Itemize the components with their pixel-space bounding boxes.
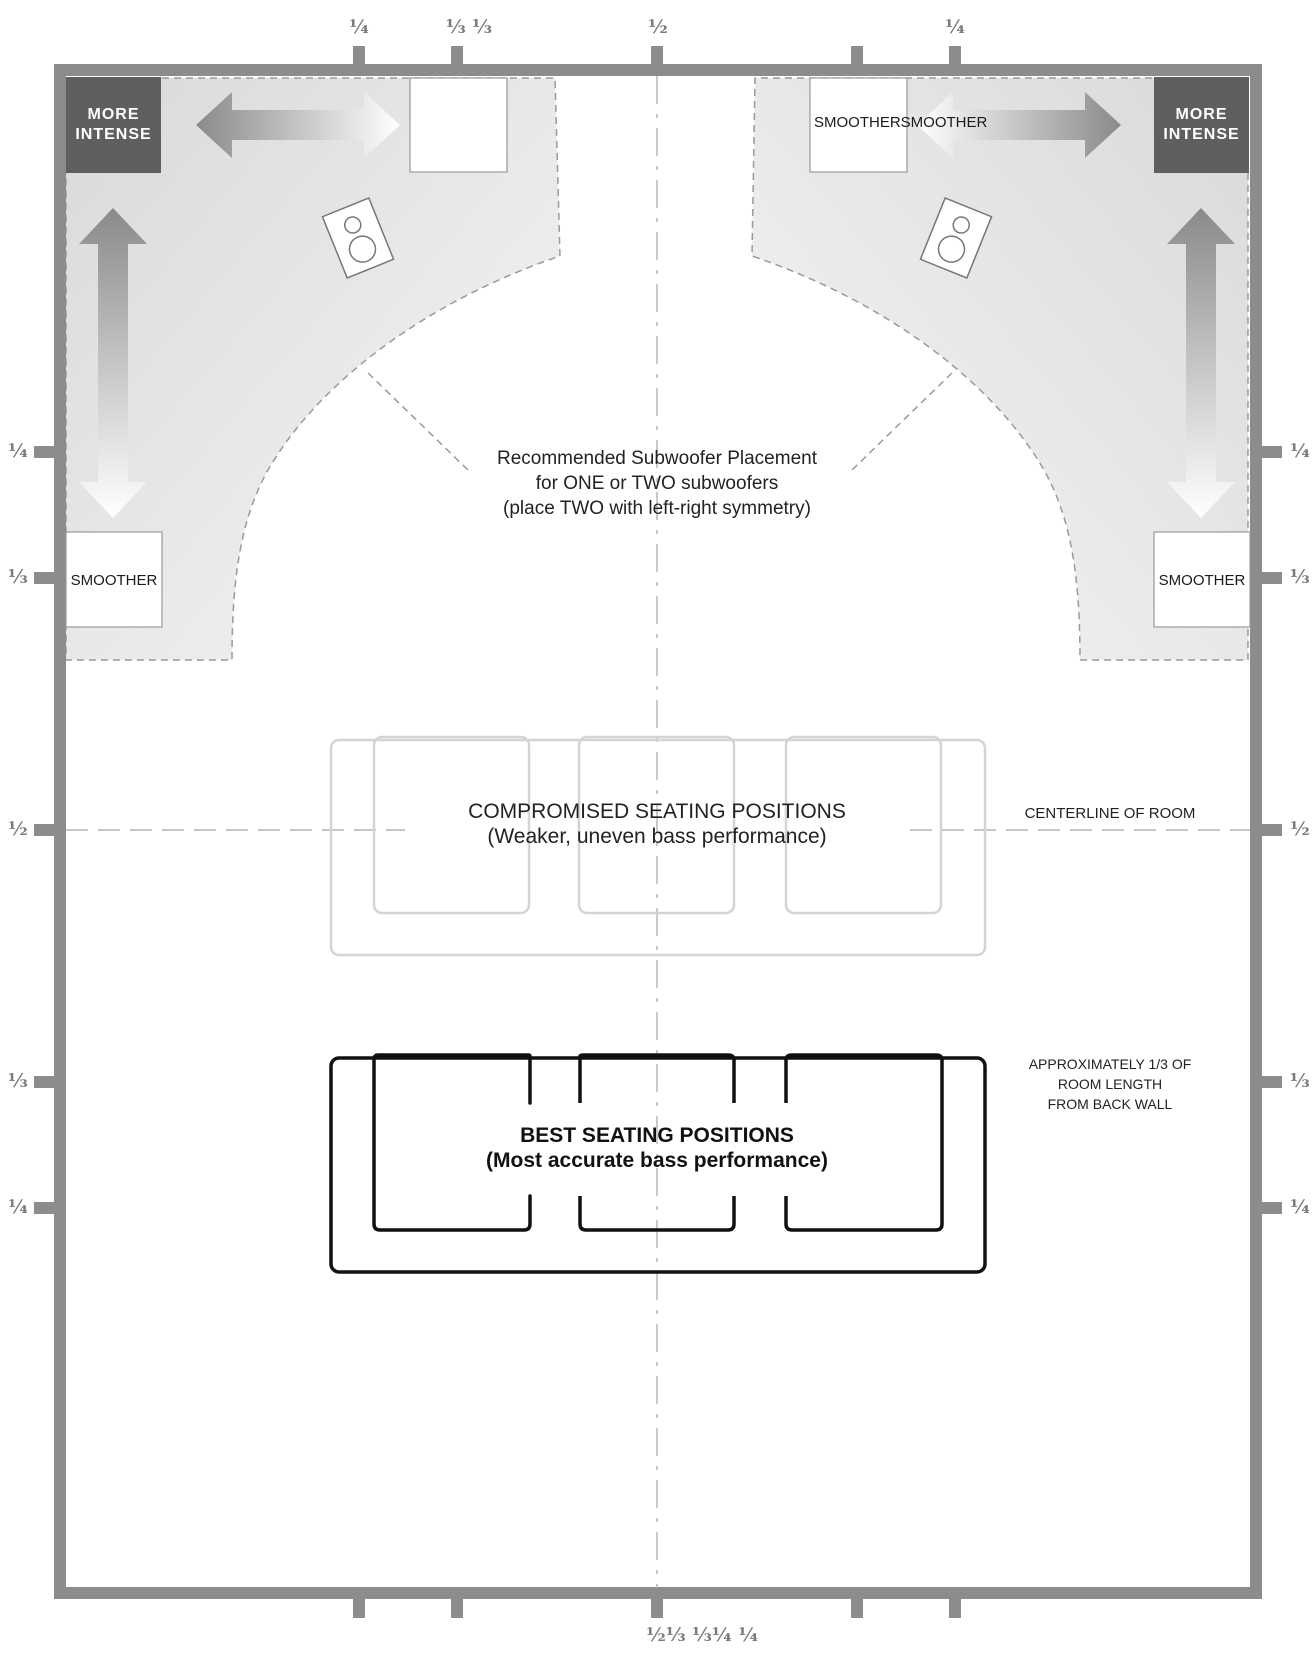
more-intense-label-right: MORE INTENSE bbox=[1163, 106, 1240, 143]
centerline-label: CENTERLINE OF ROOM bbox=[1024, 805, 1196, 822]
placement-recommendation-text: Recommended Subwoofer Placement for ONE or TWO subwoofers (place TWO with left-right symmetry) bbox=[496, 448, 817, 519]
smoother-box-top-left bbox=[410, 78, 507, 172]
tick-label-right-quarter-top: ¼ bbox=[1290, 440, 1310, 462]
smoother-pair-label: SMOOTHERSMOOTHER bbox=[814, 114, 988, 131]
tick-label-left-quarter-bottom: ¼ bbox=[8, 1196, 28, 1218]
smoother-label-right: SMOOTHER bbox=[1158, 572, 1246, 589]
tick-label-left-quarter-top: ¼ bbox=[8, 440, 28, 462]
tick-label-left-half: ½ bbox=[8, 818, 28, 840]
compromised-seating-text: COMPROMISED SEATING POSITIONS (Weaker, uneven bass performance) bbox=[468, 800, 846, 848]
tick-label-right-half: ½ bbox=[1290, 818, 1310, 840]
tick-label-top-thirds: ⅓ ⅓ bbox=[446, 16, 492, 38]
tick-label-right-quarter-bottom: ¼ bbox=[1290, 1196, 1310, 1218]
approx-one-third-note: APPROXIMATELY 1/3 OF ROOM LENGTH FROM BACK WALL bbox=[1028, 1056, 1192, 1112]
tick-label-bottom-row: ½⅓ ⅓¼ ¼ bbox=[646, 1624, 759, 1646]
tick-label-left-third-bottom: ⅓ bbox=[8, 1070, 28, 1092]
tick-label-top-quarter-right: ¼ bbox=[945, 16, 965, 38]
smoother-label-left: SMOOTHER bbox=[70, 572, 158, 589]
tick-label-right-third-top: ⅓ bbox=[1290, 566, 1310, 588]
diagonal-guide-right bbox=[852, 373, 952, 470]
more-intense-label-left: MORE INTENSE bbox=[75, 106, 152, 143]
tick-label-right-third-bottom: ⅓ bbox=[1290, 1070, 1310, 1092]
tick-label-top-quarter-left: ¼ bbox=[349, 16, 369, 38]
tick-label-left-third-top: ⅓ bbox=[8, 566, 28, 588]
best-seating-text: BEST SEATING POSITIONS (Most accurate bass performance) bbox=[486, 1124, 828, 1172]
diagonal-guide-left bbox=[368, 373, 468, 470]
tick-label-top-half: ½ bbox=[648, 16, 668, 38]
